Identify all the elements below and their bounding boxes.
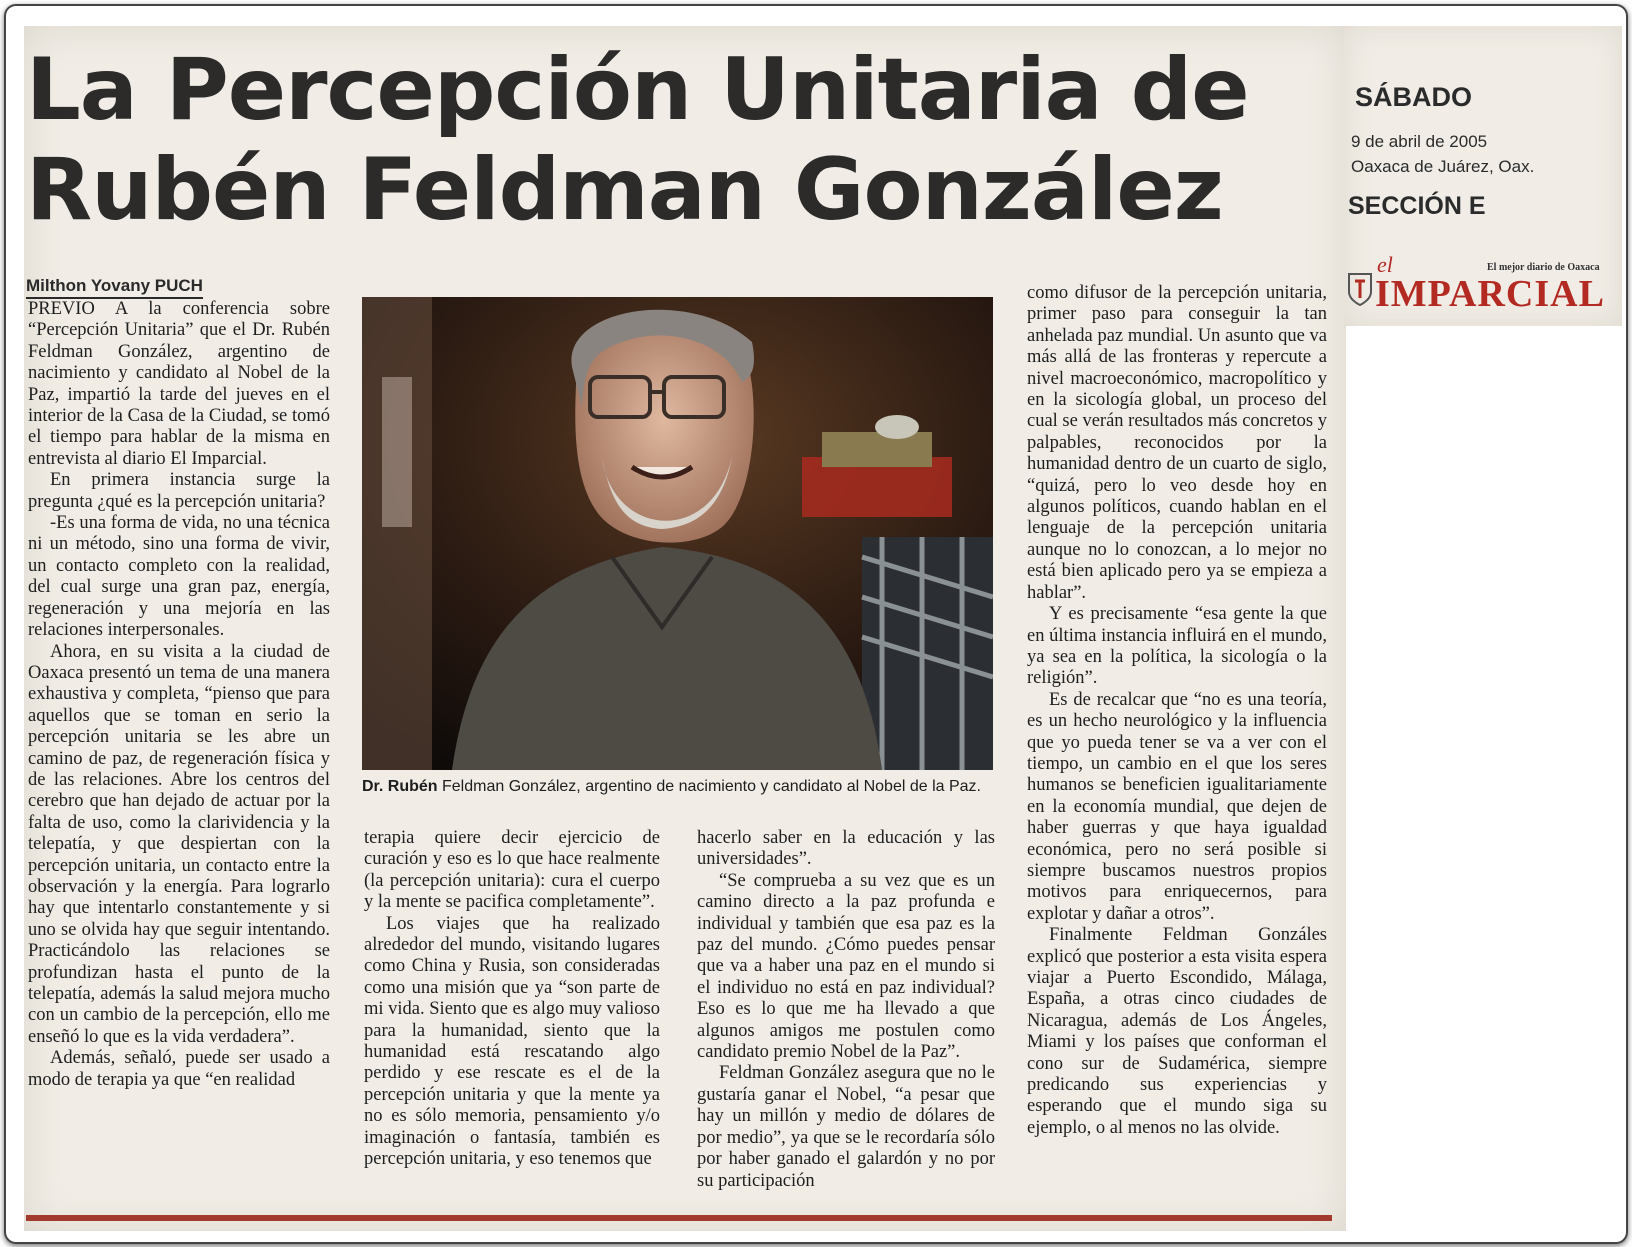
article-column-4 <box>1027 283 1327 1139</box>
portrait-photo <box>362 297 993 770</box>
masthead-section: SECCIÓN E <box>1348 192 1486 220</box>
paragraph: Y es precisamente “esa gente la que en última instancia influirá en el mundo, ya sea en la política, la sicología o la religión”. <box>1027 604 1327 689</box>
paragraph: “Se comprueba a su vez que es un camino directo a la paz profunda e individual y también que esa paz es la paz del mundo. ¿Cómo puedes pensar que va a haber una paz en el mundo si el individuo no está en paz individual? Eso es lo que me ha llevado a que algunos amigos me postulen como candidato premio Nobel de la Paz”. <box>697 870 995 1063</box>
byline: Milthon Yovany PUCH <box>26 276 203 299</box>
logo-wordmark: IMPARCIAL <box>1375 273 1605 315</box>
paragraph: -Es una forma de vida, no una técnica ni un método, sino una forma de vivir, un contacto completo con la realidad, del cual surge una gran paz, energía, regeneración y una mejoría en las relaciones interpersonales. <box>28 513 330 641</box>
paragraph: terapia quiere decir ejercicio de curación y eso es lo que hace realmente (la percepción unitaria): cura el cuerpo y la mente se pacifica completamente”. <box>364 828 660 913</box>
logo-tagline: El mejor diario de Oaxaca <box>1487 262 1600 273</box>
shield-emblem-icon <box>1347 272 1373 306</box>
article-column-3 <box>697 828 995 1192</box>
el-imparcial-logo <box>1345 252 1615 318</box>
portrait-illustration <box>362 297 993 770</box>
caption-bold: Dr. Rubén <box>362 778 438 795</box>
paragraph: Los viajes que ha realizado alrededor del mundo, visitando lugares como China y Rusia, son consideradas como una misión que ya “son parte de mi vida. Siento que es algo muy valioso para la humanidad, siento que la humanidad está rescatando algo perdido y ese rescate es el de la percepción unitaria y que la mente ya no es sólo memoria, pensamiento y/o imaginación o fantasía, también es percepción unitaria, y eso tenemos que <box>364 913 660 1170</box>
paragraph: Ahora, en su visita a la ciudad de Oaxaca presentó un tema de una manera exhaustiva y completa, “pienso que para aquellos que se toman en serio la percepción unitaria se les abre un camino de paz, de regeneración física y de las relaciones. Abre los centros del cerebro que han dejado de actuar por la falta de uso, como la clarividencia y la telepatía, y que despiertan con la percepción unitaria, un contacto entre la observación y la energía. Para lograrlo hay que intentarlo constantemente y si uno se olvida hay que seguir intentando. Practicándolo las relaciones se profundizan hasta el punto de la telepatía, además la salud mejora mucho con un cambio de la percepción, ello me enseñó lo que es la vida verdadera”. <box>28 641 330 1047</box>
photo-caption <box>362 776 996 797</box>
paragraph: Además, señaló, puede ser usado a modo de terapia ya que “en realidad <box>28 1048 330 1090</box>
footer-rule <box>26 1215 1332 1221</box>
article-column-1 <box>28 299 330 1091</box>
paragraph: En primera instancia surge la pregunta ¿qué es la percepción unitaria? <box>28 470 330 512</box>
masthead-place: Oaxaca de Juárez, Oax. <box>1351 157 1535 176</box>
headline <box>26 40 1326 240</box>
paragraph: como difusor de la percepción unitaria, primer paso para conseguir la tan anhelada paz mundial. Un asunto que va más allá de las fronteras y repercute a nivel macroeconómico, macropolítico y en la sicología global, un proceso del cual se verán resultados más concretos y palpables, reconocidos por la humanidad dentro de un cuarto de siglo, “quizá, pero lo veo desde hoy en algunos políticos, cuando hablan en el lenguaje de la percepción unitaria aunque no lo conozcan, a lo mejor no está bien aplicado pero ya se empieza a hablar”. <box>1027 283 1328 603</box>
paragraph: PREVIO A la conferencia sobre “Percepción Unitaria” que el Dr. Rubén Feldman González, argentino de nacimiento y candidato al Nobel de la Paz, impartió la tarde del jueves en el interior de la Casa de la Ciudad, se tomó el tiempo para hablar de la misma en entrevista al diario El Imparcial. <box>28 299 330 469</box>
headline-line-1: La Percepción Unitaria de <box>26 40 1249 140</box>
masthead-day: SÁBADO <box>1355 82 1473 112</box>
masthead-date: 9 de abril de 2005 <box>1351 132 1488 151</box>
paragraph: Es de recalcar que “no es una teoría, es un hecho neurológico y la influencia que yo pueda tener se va a ver con el tiempo, un cambio en el que los seres humanos se beneficien igualitariamente en la economía mundial, que dejen de haber guerras y que haya igualdad económica, pero no será posible si siempre buscamos nuestros propios motivos para enriquecernos, para explotar y dañar a otros”. <box>1027 689 1327 924</box>
headline-line-2: Rubén Feldman González <box>26 140 1223 240</box>
article-column-2 <box>364 828 660 1171</box>
logo-el: el <box>1377 252 1393 277</box>
paragraph: Feldman González asegura que no le gustaría ganar el Nobel, “a pesar que hay un millón y medio de dólares de por medio”, ya que se le recordaría sólo por haber ganado el galardón y no por su participación <box>697 1063 995 1191</box>
caption-text: Feldman González, argentino de nacimiento y candidato al Nobel de la Paz. <box>437 778 981 795</box>
paragraph: hacerlo saber en la educación y las universidades”. <box>697 828 995 870</box>
paragraph: Finalmente Feldman Gonzáles explicó que posterior a esta visita espera viajar a Puerto Escondido, Málaga, España, a otras cinco ciudades de Nicaragua, además de Los Ángeles, Miami y los países que conforman el cono sur de Sudamérica, siempre predicando sus experiencias y esperando que el mundo siga su ejemplo, o al menos no las olvide. <box>1027 925 1327 1138</box>
